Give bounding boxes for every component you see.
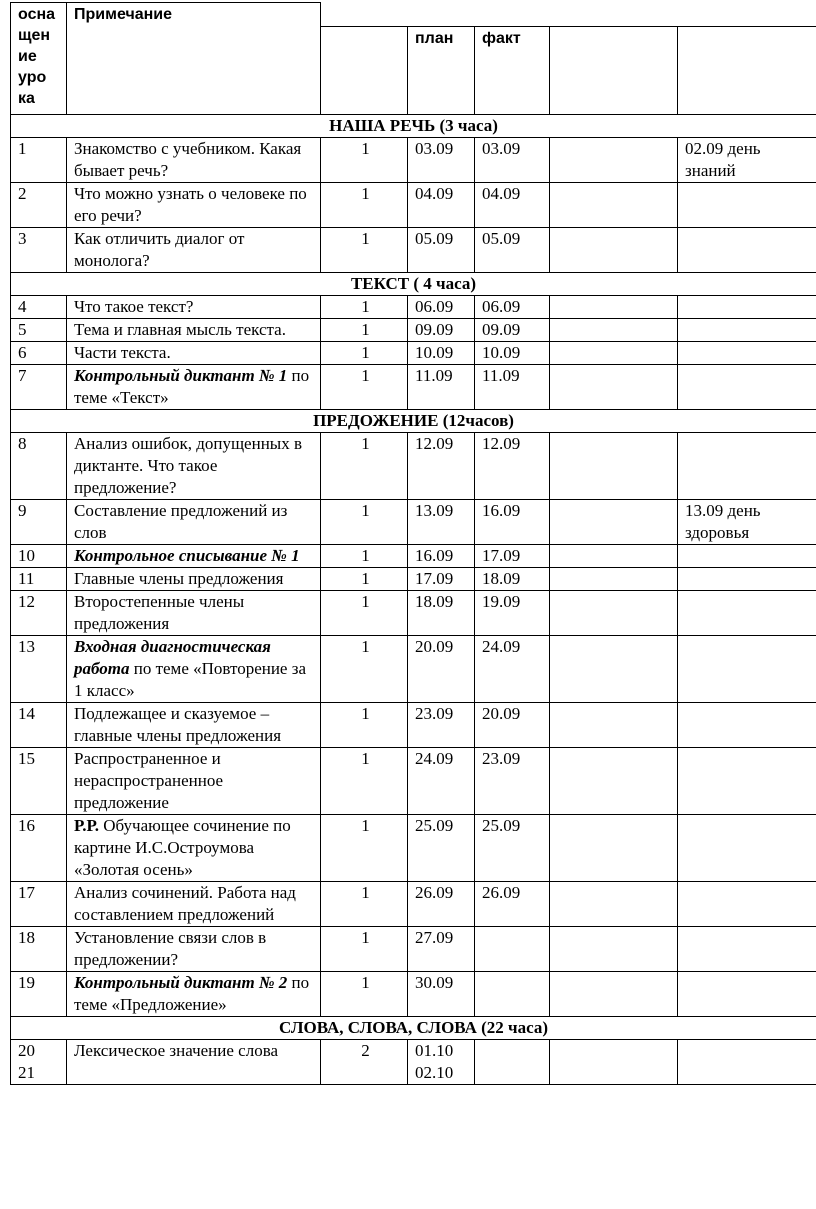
lesson-hours: 1 bbox=[321, 365, 408, 410]
lesson-fact-date: 09.09 bbox=[475, 319, 550, 342]
lesson-hours: 1 bbox=[321, 815, 408, 882]
lesson-number-value: 16 bbox=[18, 816, 35, 835]
lesson-topic-text: Знакомство с учебником. Какая бывает речь? bbox=[74, 139, 302, 180]
empty-cell bbox=[550, 342, 678, 365]
header-equipment-line: ка bbox=[18, 90, 35, 107]
lesson-fact-date: 12.09 bbox=[475, 433, 550, 500]
lesson-topic-text: Что можно узнать о человеке по его речи? bbox=[74, 184, 307, 225]
lesson-plan-date bbox=[408, 545, 475, 568]
lesson-note: 13.09 день здоровья bbox=[678, 500, 816, 545]
plan-date-value: 16.09 bbox=[415, 546, 454, 565]
lesson-number bbox=[11, 815, 67, 882]
lesson-topic-text: Обучающее сочинение по картине И.С.Остроумова «Золотая осень» bbox=[74, 816, 291, 879]
lesson-number-value: 5 bbox=[18, 320, 27, 339]
lesson-plan-date bbox=[408, 927, 475, 972]
lesson-plan-date bbox=[408, 296, 475, 319]
lesson-number-value: 11 bbox=[18, 569, 35, 588]
lesson-number bbox=[11, 228, 67, 273]
lesson-hours: 1 bbox=[321, 636, 408, 703]
lesson-topic-text: Подлежащее и сказуемое – главные члены предложения bbox=[74, 704, 282, 745]
lesson-plan-date bbox=[408, 748, 475, 815]
table-row bbox=[11, 319, 816, 342]
lesson-number-value: 13 bbox=[18, 637, 35, 656]
lesson-hours: 2 bbox=[321, 1040, 408, 1085]
lesson-plan-date bbox=[408, 972, 475, 1017]
lesson-fact-date: 05.09 bbox=[475, 228, 550, 273]
lesson-topic bbox=[67, 319, 321, 342]
lesson-topic-text: Анализ сочинений. Работа над составлением предложений bbox=[74, 883, 296, 924]
lesson-number-value: 14 bbox=[18, 704, 35, 723]
lesson-topic-emphasis: Контрольный диктант № 1 bbox=[74, 366, 288, 385]
plan-date-value: 02.10 bbox=[415, 1063, 454, 1082]
lesson-number-value: 4 bbox=[18, 297, 27, 316]
lesson-fact-date: 11.09 bbox=[475, 365, 550, 410]
table-row bbox=[11, 1040, 816, 1085]
table-row bbox=[11, 433, 816, 500]
lesson-number-value: 2 bbox=[18, 184, 27, 203]
plan-date-value: 10.09 bbox=[415, 343, 454, 362]
table-row bbox=[11, 500, 816, 545]
plan-date-value: 11.09 bbox=[415, 366, 453, 385]
empty-cell bbox=[550, 882, 678, 927]
lesson-fact-date bbox=[475, 927, 550, 972]
empty-cell bbox=[550, 972, 678, 1017]
section-row bbox=[11, 410, 816, 433]
lesson-hours: 1 bbox=[321, 228, 408, 273]
lesson-fact-date: 17.09 bbox=[475, 545, 550, 568]
lesson-number-value: 8 bbox=[18, 434, 27, 453]
lesson-topic-text: по теме «Повторение за 1 класс» bbox=[74, 659, 306, 700]
lesson-number bbox=[11, 972, 67, 1017]
plan-date-value: 04.09 bbox=[415, 184, 454, 203]
plan-date-value: 09.09 bbox=[415, 320, 454, 339]
lesson-fact-date: 19.09 bbox=[475, 591, 550, 636]
empty-cell bbox=[550, 433, 678, 500]
table-row bbox=[11, 365, 816, 410]
lesson-topic bbox=[67, 972, 321, 1017]
lesson-topic-text: Лексическое значение слова bbox=[74, 1041, 279, 1060]
empty-cell bbox=[550, 228, 678, 273]
lesson-topic bbox=[67, 296, 321, 319]
lesson-hours: 1 bbox=[321, 545, 408, 568]
header-equipment-line: осна bbox=[18, 6, 56, 23]
lesson-number bbox=[11, 138, 67, 183]
lesson-number bbox=[11, 365, 67, 410]
lesson-fact-date bbox=[475, 972, 550, 1017]
plan-date-value: 23.09 bbox=[415, 704, 454, 723]
lesson-note bbox=[678, 1040, 816, 1085]
lesson-fact-date: 06.09 bbox=[475, 296, 550, 319]
lesson-number-value: 20 bbox=[18, 1041, 35, 1060]
table-row bbox=[11, 138, 816, 183]
lesson-number bbox=[11, 433, 67, 500]
lesson-topic bbox=[67, 138, 321, 183]
header-equipment bbox=[11, 3, 67, 115]
lesson-note bbox=[678, 815, 816, 882]
lesson-plan-date bbox=[408, 342, 475, 365]
lesson-topic-text: по теме «Текст» bbox=[74, 366, 310, 407]
plan-date-value: 03.09 bbox=[415, 139, 454, 158]
header-row bbox=[11, 3, 816, 27]
lesson-hours: 1 bbox=[321, 319, 408, 342]
lesson-number-value: 15 bbox=[18, 749, 35, 768]
lesson-hours: 1 bbox=[321, 703, 408, 748]
lesson-fact-date: 03.09 bbox=[475, 138, 550, 183]
empty-cell bbox=[550, 703, 678, 748]
lesson-number bbox=[11, 927, 67, 972]
lesson-hours: 1 bbox=[321, 433, 408, 500]
lesson-plan-date bbox=[408, 500, 475, 545]
lesson-number-value: 1 bbox=[18, 139, 27, 158]
lesson-note bbox=[678, 545, 816, 568]
empty-cell bbox=[550, 636, 678, 703]
plan-date-value: 17.09 bbox=[415, 569, 454, 588]
lesson-number bbox=[11, 748, 67, 815]
lesson-plan-date bbox=[408, 183, 475, 228]
section-title: ПРЕДОЖЕНИЕ (12часов) bbox=[11, 410, 816, 433]
lesson-topic-text: Распространенное и нераспространенное предложение bbox=[74, 749, 224, 812]
lesson-note bbox=[678, 591, 816, 636]
lesson-note bbox=[678, 183, 816, 228]
lesson-hours: 1 bbox=[321, 568, 408, 591]
lesson-topic-text: Главные члены предложения bbox=[74, 569, 284, 588]
lesson-hours: 1 bbox=[321, 748, 408, 815]
table-row bbox=[11, 927, 816, 972]
header-empty bbox=[678, 27, 816, 115]
empty-cell bbox=[550, 138, 678, 183]
empty-cell bbox=[550, 591, 678, 636]
lesson-number bbox=[11, 342, 67, 365]
plan-date-value: 01.10 bbox=[415, 1041, 454, 1060]
lesson-fact-date bbox=[475, 1040, 550, 1085]
plan-date-value: 06.09 bbox=[415, 297, 454, 316]
lesson-topic bbox=[67, 500, 321, 545]
lesson-topic-text: по теме «Предложение» bbox=[74, 973, 310, 1014]
empty-cell bbox=[550, 1040, 678, 1085]
lesson-note bbox=[678, 927, 816, 972]
header-plan: план bbox=[408, 27, 475, 115]
lesson-topic bbox=[67, 591, 321, 636]
lesson-plan-table bbox=[10, 2, 816, 1085]
plan-date-value: 25.09 bbox=[415, 816, 454, 835]
lesson-hours: 1 bbox=[321, 927, 408, 972]
header-equipment-line: ие bbox=[18, 48, 37, 65]
lesson-note bbox=[678, 972, 816, 1017]
header-hours bbox=[321, 27, 408, 115]
lesson-topic bbox=[67, 927, 321, 972]
table-row bbox=[11, 703, 816, 748]
lesson-note bbox=[678, 748, 816, 815]
table-row bbox=[11, 296, 816, 319]
header-note: Примечание bbox=[67, 3, 321, 115]
lesson-note bbox=[678, 365, 816, 410]
table-row bbox=[11, 183, 816, 228]
plan-date-value: 12.09 bbox=[415, 434, 454, 453]
lesson-note bbox=[678, 882, 816, 927]
plan-date-value: 26.09 bbox=[415, 883, 454, 902]
lesson-number bbox=[11, 319, 67, 342]
lesson-topic-text: Анализ ошибок, допущенных в диктанте. Что такое предложение? bbox=[74, 434, 302, 497]
table-row bbox=[11, 636, 816, 703]
lesson-number-value: 6 bbox=[18, 343, 27, 362]
lesson-number bbox=[11, 183, 67, 228]
table-row bbox=[11, 545, 816, 568]
lesson-plan-date bbox=[408, 815, 475, 882]
lesson-plan-date bbox=[408, 882, 475, 927]
lesson-plan-date bbox=[408, 568, 475, 591]
plan-date-value: 27.09 bbox=[415, 928, 454, 947]
lesson-hours: 1 bbox=[321, 138, 408, 183]
plan-date-value: 20.09 bbox=[415, 637, 454, 656]
lesson-number-value: 18 bbox=[18, 928, 35, 947]
lesson-note bbox=[678, 228, 816, 273]
lesson-note bbox=[678, 319, 816, 342]
lesson-number-value: 3 bbox=[18, 229, 27, 248]
lesson-number-value: 19 bbox=[18, 973, 35, 992]
lesson-hours: 1 bbox=[321, 972, 408, 1017]
plan-date-value: 18.09 bbox=[415, 592, 454, 611]
header-blank-cell bbox=[321, 3, 816, 27]
lesson-number bbox=[11, 568, 67, 591]
lesson-topic bbox=[67, 342, 321, 365]
lesson-hours: 1 bbox=[321, 591, 408, 636]
lesson-number bbox=[11, 1040, 67, 1085]
lesson-fact-date: 23.09 bbox=[475, 748, 550, 815]
empty-cell bbox=[550, 815, 678, 882]
lesson-plan-date bbox=[408, 319, 475, 342]
lesson-topic bbox=[67, 703, 321, 748]
lesson-hours: 1 bbox=[321, 296, 408, 319]
section-row bbox=[11, 273, 816, 296]
lesson-note bbox=[678, 296, 816, 319]
table-row bbox=[11, 882, 816, 927]
plan-date-value: 13.09 bbox=[415, 501, 454, 520]
lesson-fact-date: 25.09 bbox=[475, 815, 550, 882]
header-equipment-line: уро bbox=[18, 69, 47, 86]
lesson-topic-text: Что такое текст? bbox=[74, 297, 194, 316]
lesson-note bbox=[678, 568, 816, 591]
section-row bbox=[11, 1017, 816, 1040]
lesson-number bbox=[11, 296, 67, 319]
lesson-fact-date: 24.09 bbox=[475, 636, 550, 703]
lesson-fact-date: 16.09 bbox=[475, 500, 550, 545]
table-row bbox=[11, 591, 816, 636]
empty-cell bbox=[550, 183, 678, 228]
section-title: СЛОВА, СЛОВА, СЛОВА (22 часа) bbox=[11, 1017, 816, 1040]
lesson-hours: 1 bbox=[321, 342, 408, 365]
lesson-topic-text: Части текста. bbox=[74, 343, 171, 362]
lesson-number-value: 12 bbox=[18, 592, 35, 611]
empty-cell bbox=[550, 296, 678, 319]
lesson-plan-date bbox=[408, 138, 475, 183]
lesson-topic bbox=[67, 433, 321, 500]
table-row bbox=[11, 228, 816, 273]
lesson-topic bbox=[67, 183, 321, 228]
table-row bbox=[11, 972, 816, 1017]
empty-cell bbox=[550, 927, 678, 972]
lesson-topic-emphasis: Входная диагностическая работа bbox=[74, 637, 271, 678]
header-empty bbox=[550, 27, 678, 115]
lesson-note bbox=[678, 636, 816, 703]
header-fact: факт bbox=[475, 27, 550, 115]
lesson-fact-date: 18.09 bbox=[475, 568, 550, 591]
lesson-fact-date: 20.09 bbox=[475, 703, 550, 748]
lesson-number bbox=[11, 636, 67, 703]
lesson-topic bbox=[67, 1040, 321, 1085]
lesson-note bbox=[678, 342, 816, 365]
empty-cell bbox=[550, 365, 678, 410]
table-row bbox=[11, 568, 816, 591]
lesson-plan-date bbox=[408, 703, 475, 748]
lesson-topic-text: Как отличить диалог от монолога? bbox=[74, 229, 245, 270]
section-title: ТЕКСТ ( 4 часа) bbox=[11, 273, 816, 296]
lesson-note: 02.09 день знаний bbox=[678, 138, 816, 183]
lesson-hours: 1 bbox=[321, 500, 408, 545]
empty-cell bbox=[550, 319, 678, 342]
empty-cell bbox=[550, 568, 678, 591]
lesson-plan-date bbox=[408, 228, 475, 273]
lesson-topic bbox=[67, 568, 321, 591]
header-equipment-line: щен bbox=[18, 27, 51, 44]
lesson-hours: 1 bbox=[321, 183, 408, 228]
lesson-plan-date bbox=[408, 433, 475, 500]
lesson-plan-date bbox=[408, 591, 475, 636]
lesson-topic bbox=[67, 882, 321, 927]
lesson-number-value: 9 bbox=[18, 501, 27, 520]
table-row bbox=[11, 342, 816, 365]
lesson-fact-date: 10.09 bbox=[475, 342, 550, 365]
lesson-plan-date bbox=[408, 1040, 475, 1085]
empty-cell bbox=[550, 500, 678, 545]
lesson-number-value: 7 bbox=[18, 366, 27, 385]
lesson-topic bbox=[67, 365, 321, 410]
lesson-number bbox=[11, 882, 67, 927]
lesson-number bbox=[11, 591, 67, 636]
lesson-topic bbox=[67, 228, 321, 273]
empty-cell bbox=[550, 545, 678, 568]
lesson-topic bbox=[67, 545, 321, 568]
section-row bbox=[11, 115, 816, 138]
lesson-topic-text: Составление предложений из слов bbox=[74, 501, 288, 542]
lesson-number-value: 17 bbox=[18, 883, 35, 902]
lesson-fact-date: 04.09 bbox=[475, 183, 550, 228]
lesson-plan-date bbox=[408, 365, 475, 410]
lesson-topic bbox=[67, 748, 321, 815]
lesson-number-value: 21 bbox=[18, 1063, 35, 1082]
lesson-fact-date: 26.09 bbox=[475, 882, 550, 927]
lesson-topic-text: Второстепенные члены предложения bbox=[74, 592, 245, 633]
lesson-note bbox=[678, 703, 816, 748]
plan-date-value: 30.09 bbox=[415, 973, 454, 992]
lesson-plan-date bbox=[408, 636, 475, 703]
lesson-number-value: 10 bbox=[18, 546, 35, 565]
lesson-hours: 1 bbox=[321, 882, 408, 927]
lesson-number bbox=[11, 500, 67, 545]
table-row bbox=[11, 748, 816, 815]
lesson-note bbox=[678, 433, 816, 500]
lesson-topic bbox=[67, 815, 321, 882]
empty-cell bbox=[550, 748, 678, 815]
lesson-topic-text: Установление связи слов в предложении? bbox=[74, 928, 267, 969]
lesson-topic-emphasis: Р.Р. bbox=[74, 816, 100, 835]
lesson-topic bbox=[67, 636, 321, 703]
lesson-topic-emphasis: Контрольный диктант № 2 bbox=[74, 973, 288, 992]
plan-date-value: 24.09 bbox=[415, 749, 454, 768]
lesson-number bbox=[11, 545, 67, 568]
plan-date-value: 05.09 bbox=[415, 229, 454, 248]
table-row bbox=[11, 815, 816, 882]
lesson-topic-text: Тема и главная мысль текста. bbox=[74, 320, 286, 339]
lesson-topic-emphasis: Контрольное списывание № 1 bbox=[74, 546, 300, 565]
lesson-number bbox=[11, 703, 67, 748]
section-title: НАША РЕЧЬ (3 часа) bbox=[11, 115, 816, 138]
